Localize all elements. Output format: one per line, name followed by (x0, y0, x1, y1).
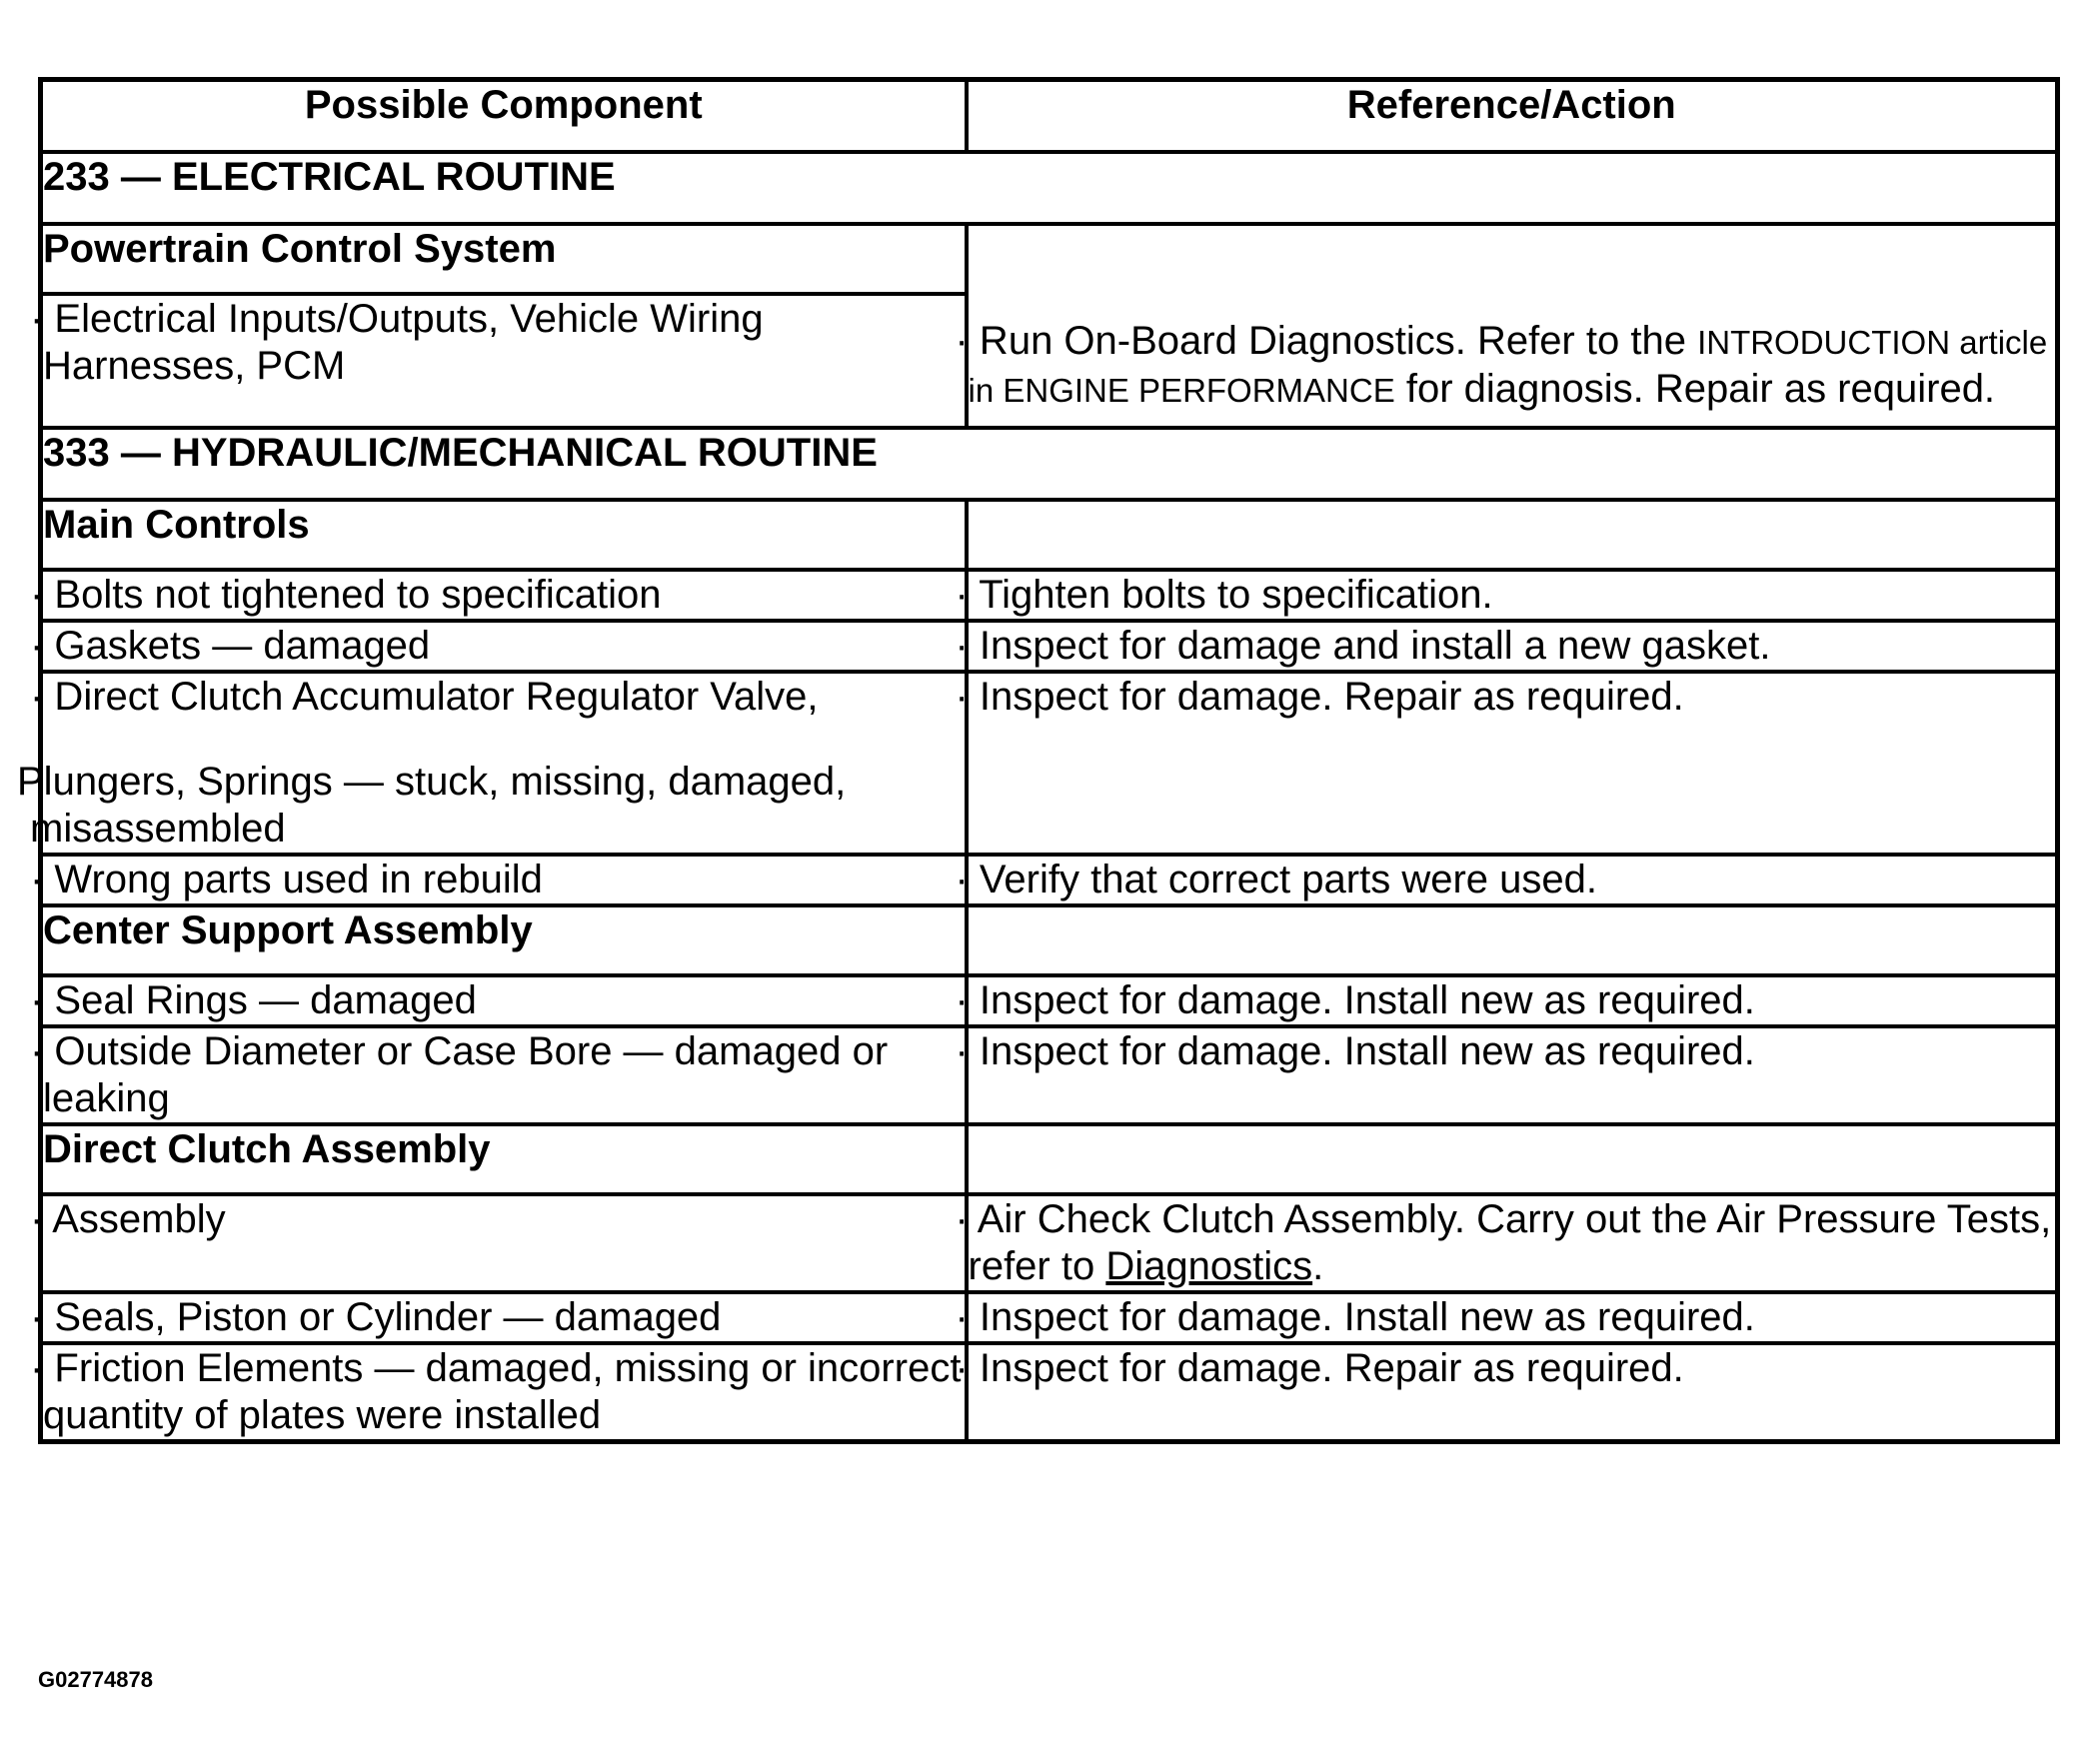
empty-cell (967, 905, 2058, 975)
table-row (41, 855, 2058, 905)
component-cell: · Friction Elements — damaged, missing or incorrect quantity of plates were installed (41, 1343, 967, 1442)
table-row (41, 1343, 2058, 1442)
group-powertrain-control-system: Powertrain Control System (41, 224, 967, 294)
action-text: for diagnosis. Repair as required. (1394, 367, 1996, 411)
component-cell: · Gaskets — damaged (41, 621, 967, 672)
action-text: · Air Check Clutch Assembly. Carry out the Air Pressure Tests, refer to (955, 1197, 2052, 1288)
reference-introduction: INTRODUCTION article in ENGINE PERFORMANCE (968, 324, 2048, 409)
component-cell: · Outside Diameter or Case Bore — damaged or leaking (41, 1026, 967, 1124)
action-cell: · Inspect for damage. Repair as required. (967, 672, 2058, 855)
header-row (41, 80, 2058, 153)
group-direct-clutch-assembly: Direct Clutch Assembly (41, 1124, 967, 1194)
component-cell: · Wrong parts used in rebuild (41, 855, 967, 905)
component-line: · Direct Clutch Accumulator Regulator Valve, (30, 675, 819, 719)
header-reference-action: Reference/Action (967, 80, 2058, 153)
section-title-electrical: 233 — ELECTRICAL ROUTINE (41, 152, 2058, 224)
component-line: Plungers, Springs — stuck, missing, damaged, misassembled (17, 760, 847, 851)
action-cell: · Tighten bolts to specification. (967, 570, 2058, 621)
component-cell: · Seal Rings — damaged (41, 975, 967, 1026)
table-row (41, 1292, 2058, 1343)
table-row (41, 1026, 2058, 1124)
diagnostics-link[interactable]: Diagnostics (1105, 1244, 1313, 1288)
section-row (41, 428, 2058, 500)
empty-cell (967, 1124, 2058, 1194)
action-cell (955, 224, 2058, 428)
diagnosis-table (17, 77, 2060, 1444)
component-cell: · Assembly (41, 1194, 967, 1292)
table-row (41, 1194, 2058, 1292)
group-row (41, 224, 2058, 294)
header-possible-component: Possible Component (41, 80, 967, 153)
group-center-support-assembly: Center Support Assembly (41, 905, 967, 975)
table-row (41, 672, 2058, 855)
group-row (41, 1124, 2058, 1194)
section-row (41, 152, 2058, 224)
action-text: . (1312, 1244, 1324, 1288)
figure-id: G02774878 (38, 1667, 153, 1692)
action-cell (955, 1194, 2058, 1292)
action-cell: · Inspect for damage. Repair as required. (967, 1343, 2058, 1442)
group-row (41, 905, 2058, 975)
group-main-controls: Main Controls (41, 500, 967, 570)
action-cell: · Verify that correct parts were used. (967, 855, 2058, 905)
empty-cell (967, 500, 2058, 570)
component-cell: · Seals, Piston or Cylinder — damaged (41, 1292, 967, 1343)
action-cell: · Inspect for damage. Install new as required. (967, 1292, 2058, 1343)
action-text: · Run On-Board Diagnostics. Refer to the (955, 319, 1698, 363)
table-row (41, 975, 2058, 1026)
section-title-hydraulic: 333 — HYDRAULIC/MECHANICAL ROUTINE (41, 428, 2058, 500)
action-cell: · Inspect for damage. Install new as required. (967, 975, 2058, 1026)
component-cell: · Bolts not tightened to specification (41, 570, 967, 621)
table-row (41, 570, 2058, 621)
component-cell (17, 672, 967, 855)
action-cell: · Inspect for damage. Install new as required. (967, 1026, 2058, 1124)
component-cell: · Electrical Inputs/Outputs, Vehicle Wiring Harnesses, PCM (41, 294, 967, 428)
action-cell: · Inspect for damage and install a new gasket. (967, 621, 2058, 672)
table-row (41, 621, 2058, 672)
group-row (41, 500, 2058, 570)
